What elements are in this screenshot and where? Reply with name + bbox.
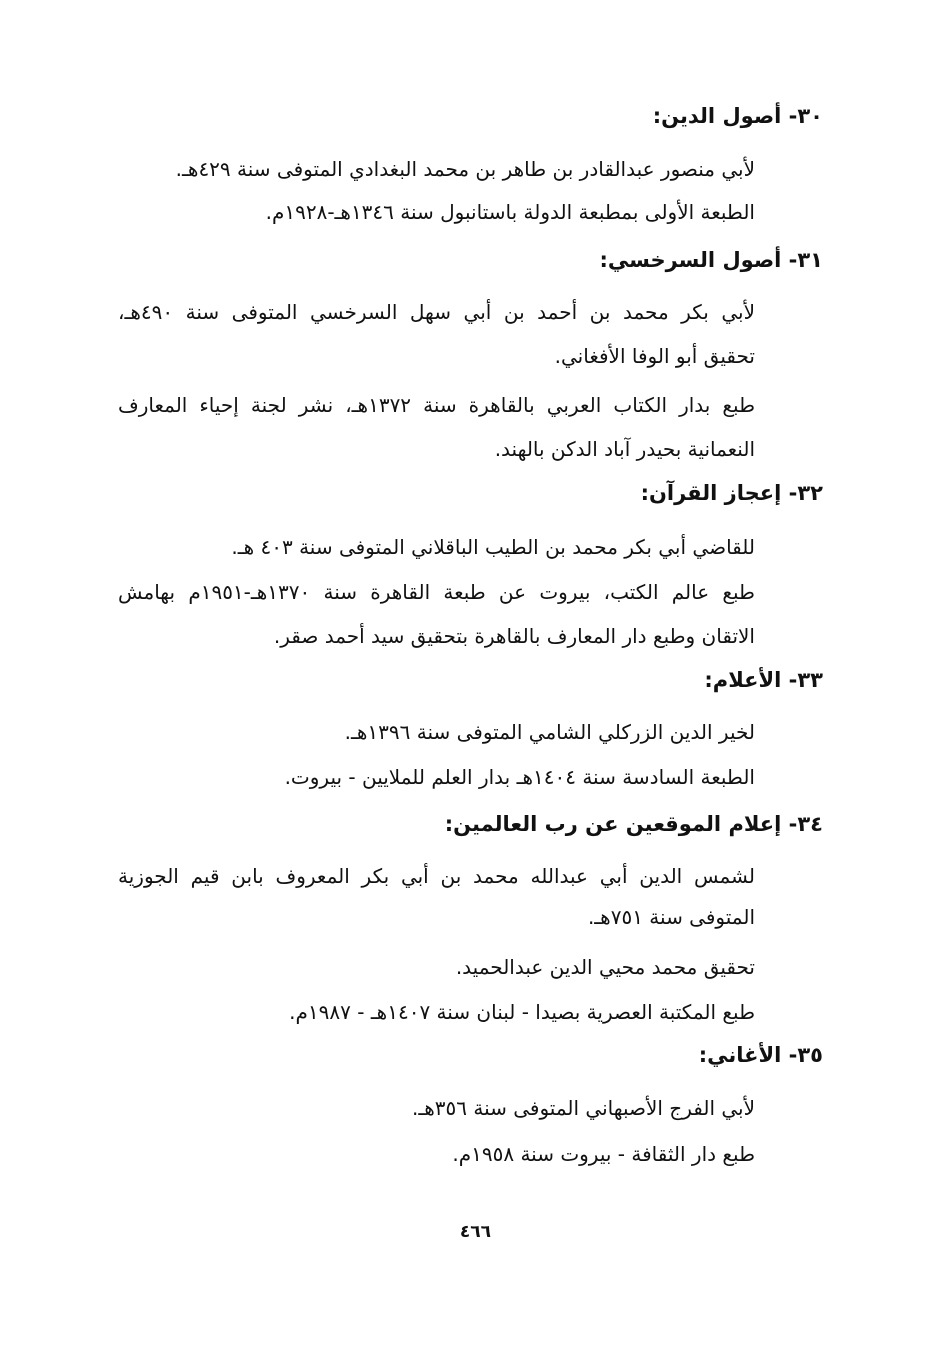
entry-34-line-2: المتوفى سنة ٧٥١هـ.: [587, 905, 755, 929]
entry-30-line-1: لأبي منصور عبدالقادر بن طاهر بن محمد البغدادي المتوفى سنة ٤٢٩هـ.: [175, 157, 755, 181]
entry-31-line-3: طبع بدار الكتاب العربي بالقاهرة سنة ١٣٧٢هـ، نشر لجنة إحياء المعارف: [118, 393, 755, 417]
entry-35-line-2: طبع دار الثقافة - بيروت سنة ١٩٥٨م.: [452, 1142, 755, 1166]
entry-30-line-2: الطبعة الأولى بمطبعة الدولة باستانبول سنة ١٣٤٦هـ-١٩٢٨م.: [265, 200, 755, 224]
entry-34-line-3: تحقيق محمد محيي الدين عبدالحميد.: [455, 955, 755, 979]
entry-title-33: ٣٣- الأعلام:: [704, 668, 823, 692]
entry-title-31: ٣١- أصول السرخسي:: [599, 248, 823, 272]
entry-33-line-2: الطبعة السادسة سنة ١٤٠٤هـ بدار العلم للملايين - بيروت.: [284, 765, 755, 789]
entry-33-line-1: لخير الدين الزركلي الشامي المتوفى سنة ١٣٩٦هـ.: [344, 720, 755, 744]
entry-title-35: ٣٥- الأغاني:: [698, 1043, 823, 1067]
entry-34-line-1: لشمس الدين أبي عبدالله محمد بن أبي بكر المعروف بابن قيم الجوزية: [118, 864, 755, 888]
entry-title-32: ٣٢- إعجاز القرآن:: [640, 481, 823, 505]
entry-title-30: ٣٠- أصول الدين:: [652, 104, 823, 128]
entry-title-34: ٣٤- إعلام الموقعين عن رب العالمين:: [444, 812, 823, 836]
entry-35-line-1: لأبي الفرج الأصبهاني المتوفى سنة ٣٥٦هـ.: [412, 1096, 755, 1120]
entry-32-line-1: للقاضي أبي بكر محمد بن الطيب الباقلاني المتوفى سنة ٤٠٣ هـ.: [231, 535, 755, 559]
page-number: ٤٦٦: [459, 1222, 492, 1242]
entry-32-line-3: الاتقان وطبع دار المعارف بالقاهرة بتحقيق سيد أحمد صقر.: [273, 624, 755, 648]
entry-31-line-1: لأبي بكر محمد بن أحمد بن أبي سهل السرخسي المتوفى سنة ٤٩٠هـ،: [118, 300, 755, 324]
entry-34-line-4: طبع المكتبة العصرية بصيدا - لبنان سنة ١٤٠٧هـ - ١٩٨٧م.: [289, 1000, 755, 1024]
entry-31-line-4: النعمانية بحيدر آباد الدكن بالهند.: [494, 437, 755, 461]
entry-32-line-2: طبع عالم الكتب، بيروت عن طبعة القاهرة سنة ١٣٧٠هـ-١٩٥١م بهامش: [118, 580, 755, 604]
entry-31-line-2: تحقيق أبو الوفا الأفغاني.: [554, 344, 755, 368]
